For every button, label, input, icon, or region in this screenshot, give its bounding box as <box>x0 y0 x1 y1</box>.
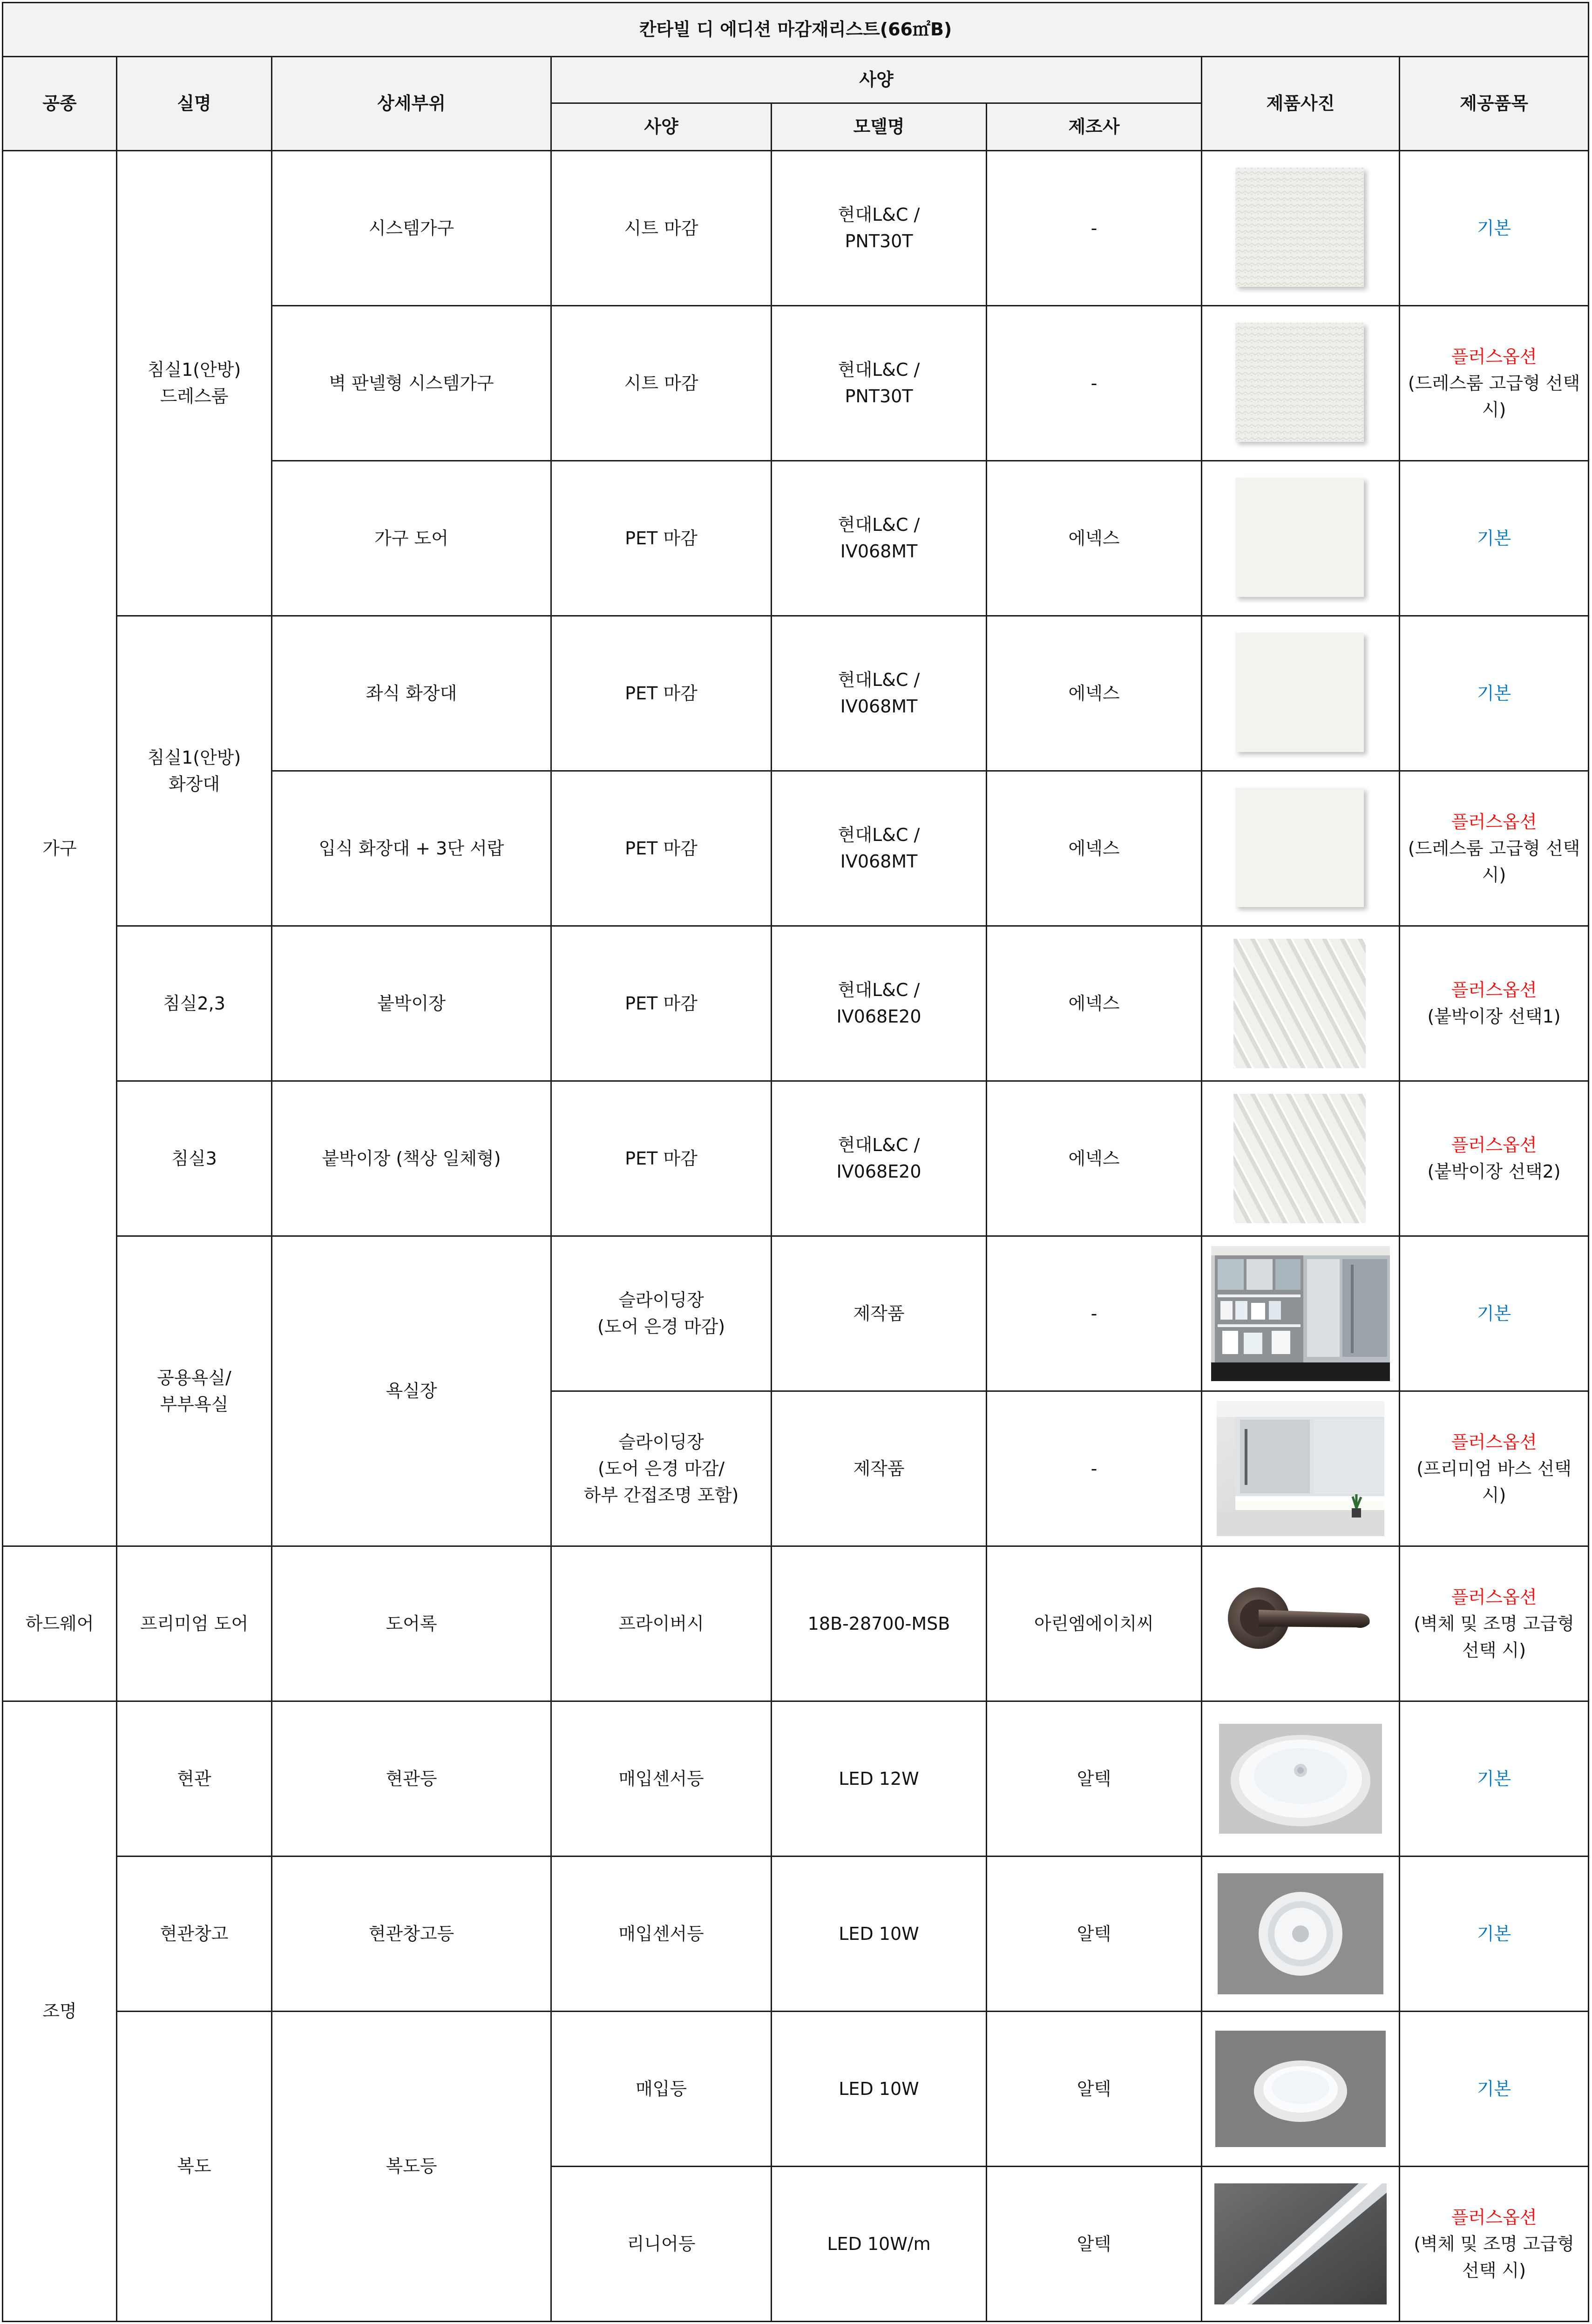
model-cell: 제작품 <box>772 1236 987 1391</box>
supply-cell <box>1400 1236 1589 1391</box>
maker-cell: - <box>987 1391 1202 1546</box>
supply-label: 플러스옵션 <box>1451 1586 1537 1607</box>
spec-cell: PET 마감 <box>551 616 772 771</box>
model-cell: 제작품 <box>772 1391 987 1546</box>
maker-cell: 알텍 <box>987 2012 1202 2167</box>
table-row <box>3 1546 1589 1701</box>
supply-note: (드레스룸 고급형 선택 시) <box>1408 838 1580 885</box>
maker-cell: - <box>987 1236 1202 1391</box>
table-row <box>3 1236 1589 1391</box>
table-row <box>3 2012 1589 2167</box>
spec-cell: 리니어등 <box>551 2167 772 2322</box>
supply-label: 기본 <box>1477 2078 1511 2099</box>
supply-label: 기본 <box>1477 1768 1511 1789</box>
supply-note: (드레스룸 고급형 선택 시) <box>1408 373 1580 420</box>
product-photo <box>1202 1081 1400 1236</box>
spec-cell: 매입센서등 <box>551 1701 772 1856</box>
sensor-light-small-photo-icon <box>1207 1873 1394 1994</box>
spec-cell: 매입등 <box>551 2012 772 2167</box>
spec-cell: PET 마감 <box>551 771 772 926</box>
room-bedroom-23: 침실2,3 <box>117 926 272 1081</box>
product-photo <box>1202 2167 1400 2322</box>
maker-cell: 아린엠에이치씨 <box>987 1546 1202 1701</box>
spec-cell: 프라이버시 <box>551 1546 772 1701</box>
supply-cell <box>1400 461 1589 616</box>
supply-note: (붙박이장 선택1) <box>1427 1006 1561 1027</box>
table-row <box>3 926 1589 1081</box>
product-photo <box>1202 926 1400 1081</box>
white-matte-swatch-icon <box>1207 628 1394 759</box>
table-row <box>3 151 1589 306</box>
header-photo: 제품사진 <box>1202 57 1400 151</box>
spec-cell: 슬라이딩장 (도어 은경 마감) <box>551 1236 772 1391</box>
product-photo <box>1202 616 1400 771</box>
header-detail: 상세부위 <box>272 57 551 151</box>
model-cell: LED 10W <box>772 2012 987 2167</box>
product-photo <box>1202 151 1400 306</box>
header-model: 모델명 <box>772 103 987 151</box>
room-dressroom: 침실1(안방) 드레스룸 <box>117 151 272 616</box>
product-photo <box>1202 306 1400 461</box>
detail-cell: 욕실장 <box>272 1236 551 1546</box>
door-handle-photo-icon <box>1207 1577 1394 1670</box>
supply-cell <box>1400 1546 1589 1701</box>
detail-cell: 도어록 <box>272 1546 551 1701</box>
product-photo <box>1202 1856 1400 2012</box>
supply-cell <box>1400 1856 1589 2012</box>
detail-cell: 시스템가구 <box>272 151 551 306</box>
model-cell: 현대L&C / IV068MT <box>772 461 987 616</box>
supply-label: 플러스옵션 <box>1451 811 1537 832</box>
product-photo <box>1202 1236 1400 1391</box>
header-spec-group: 사양 <box>551 57 1202 103</box>
detail-cell: 좌식 화장대 <box>272 616 551 771</box>
white-matte-swatch-icon <box>1207 783 1394 914</box>
spec-cell: PET 마감 <box>551 1081 772 1236</box>
model-cell: 현대L&C / IV068MT <box>772 616 987 771</box>
maker-cell: 에넥스 <box>987 616 1202 771</box>
product-photo <box>1202 771 1400 926</box>
model-cell: LED 12W <box>772 1701 987 1856</box>
room-entrance: 현관 <box>117 1701 272 1856</box>
detail-cell: 붙박이장 <box>272 926 551 1081</box>
supply-cell <box>1400 2167 1589 2322</box>
maker-cell: 알텍 <box>987 1701 1202 1856</box>
supply-cell <box>1400 306 1589 461</box>
detail-cell: 붙박이장 (책상 일체형) <box>272 1081 551 1236</box>
product-photo <box>1202 1391 1400 1546</box>
room-bedroom-3: 침실3 <box>117 1081 272 1236</box>
product-photo <box>1202 2012 1400 2167</box>
supply-label: 플러스옵션 <box>1451 980 1537 1000</box>
supply-label: 기본 <box>1477 1303 1511 1324</box>
product-photo <box>1202 461 1400 616</box>
supply-cell <box>1400 1081 1589 1236</box>
supply-note: (붙박이장 선택2) <box>1427 1161 1561 1182</box>
room-corridor: 복도 <box>117 2012 272 2322</box>
supply-cell <box>1400 616 1589 771</box>
spec-cell: PET 마감 <box>551 926 772 1081</box>
supply-cell <box>1400 2012 1589 2167</box>
model-cell: 18B-28700-MSB <box>772 1546 987 1701</box>
model-cell: 현대L&C / IV068E20 <box>772 1081 987 1236</box>
detail-cell: 현관등 <box>272 1701 551 1856</box>
supply-label: 플러스옵션 <box>1451 1135 1537 1155</box>
model-cell: LED 10W/m <box>772 2167 987 2322</box>
detail-cell: 현관창고등 <box>272 1856 551 2012</box>
white-texture-swatch-icon <box>1207 318 1394 448</box>
maker-cell: 알텍 <box>987 1856 1202 2012</box>
table-row <box>3 1081 1589 1236</box>
finish-list-table <box>2 2 1589 2322</box>
header-maker: 제조사 <box>987 103 1202 151</box>
model-cell: 현대L&C / IV068MT <box>772 771 987 926</box>
supply-note: (프리미엄 바스 선택 시) <box>1416 1458 1572 1505</box>
supply-label: 기본 <box>1477 683 1511 704</box>
product-photo <box>1202 1546 1400 1701</box>
spec-cell: 시트 마감 <box>551 306 772 461</box>
product-photo <box>1202 1701 1400 1856</box>
bathroom-mirror-photo-icon <box>1207 1401 1394 1536</box>
linear-light-photo-icon <box>1207 2183 1394 2304</box>
header-spec: 사양 <box>551 103 772 151</box>
group-furniture: 가구 <box>3 151 117 1546</box>
table-row <box>3 1856 1589 2012</box>
group-lighting: 조명 <box>3 1701 117 2322</box>
white-matte-swatch-icon <box>1207 473 1394 603</box>
supply-label: 기본 <box>1477 528 1511 549</box>
detail-cell: 가구 도어 <box>272 461 551 616</box>
maker-cell: 에넥스 <box>987 461 1202 616</box>
supply-cell <box>1400 151 1589 306</box>
maker-cell: 에넥스 <box>987 1081 1202 1236</box>
model-cell: 현대L&C / PNT30T <box>772 306 987 461</box>
room-vanity: 침실1(안방) 화장대 <box>117 616 272 926</box>
table-row <box>3 616 1589 771</box>
supply-label: 플러스옵션 <box>1451 1431 1537 1452</box>
spec-cell: 시트 마감 <box>551 151 772 306</box>
supply-cell <box>1400 1701 1589 1856</box>
supply-cell <box>1400 926 1589 1081</box>
supply-label: 기본 <box>1477 1923 1511 1944</box>
header-room: 실명 <box>117 57 272 151</box>
spec-cell: 매입센서등 <box>551 1856 772 2012</box>
sensor-light-photo-icon <box>1207 1724 1394 1834</box>
supply-cell <box>1400 771 1589 926</box>
maker-cell: - <box>987 151 1202 306</box>
white-diagonal-swatch-icon <box>1207 1091 1394 1226</box>
model-cell: 현대L&C / PNT30T <box>772 151 987 306</box>
maker-cell: 에넥스 <box>987 771 1202 926</box>
supply-label: 플러스옵션 <box>1451 346 1537 367</box>
model-cell: 현대L&C / IV068E20 <box>772 926 987 1081</box>
white-diagonal-swatch-icon <box>1207 936 1394 1071</box>
room-entrance-storage: 현관창고 <box>117 1856 272 2012</box>
spec-cell: PET 마감 <box>551 461 772 616</box>
detail-cell: 복도등 <box>272 2012 551 2322</box>
detail-cell: 입식 화장대 + 3단 서랍 <box>272 771 551 926</box>
spec-cell: 슬라이딩장 (도어 은경 마감/ 하부 간접조명 포함) <box>551 1391 772 1546</box>
page-title: 칸타빌 디 에디션 마감재리스트(66㎡B) <box>3 3 1589 57</box>
header-trade: 공종 <box>3 57 117 151</box>
supply-cell <box>1400 1391 1589 1546</box>
supply-label: 플러스옵션 <box>1451 2207 1537 2228</box>
detail-cell: 벽 판넬형 시스템가구 <box>272 306 551 461</box>
supply-label: 기본 <box>1477 217 1511 238</box>
table-row <box>3 1701 1589 1856</box>
supply-note: (벽체 및 조명 고급형 선택 시) <box>1414 2233 1574 2281</box>
maker-cell: 에넥스 <box>987 926 1202 1081</box>
bathroom-cabinet-photo-icon <box>1207 1246 1394 1381</box>
model-cell: LED 10W <box>772 1856 987 2012</box>
maker-cell: - <box>987 306 1202 461</box>
room-bathroom: 공용욕실/ 부부욕실 <box>117 1236 272 1546</box>
group-hardware: 하드웨어 <box>3 1546 117 1701</box>
maker-cell: 알텍 <box>987 2167 1202 2322</box>
supply-note: (벽체 및 조명 고급형 선택 시) <box>1414 1613 1574 1660</box>
downlight-photo-icon <box>1207 2031 1394 2147</box>
header-supply: 제공품목 <box>1400 57 1589 151</box>
white-texture-swatch-icon <box>1207 163 1394 293</box>
room-premium-door: 프리미엄 도어 <box>117 1546 272 1701</box>
